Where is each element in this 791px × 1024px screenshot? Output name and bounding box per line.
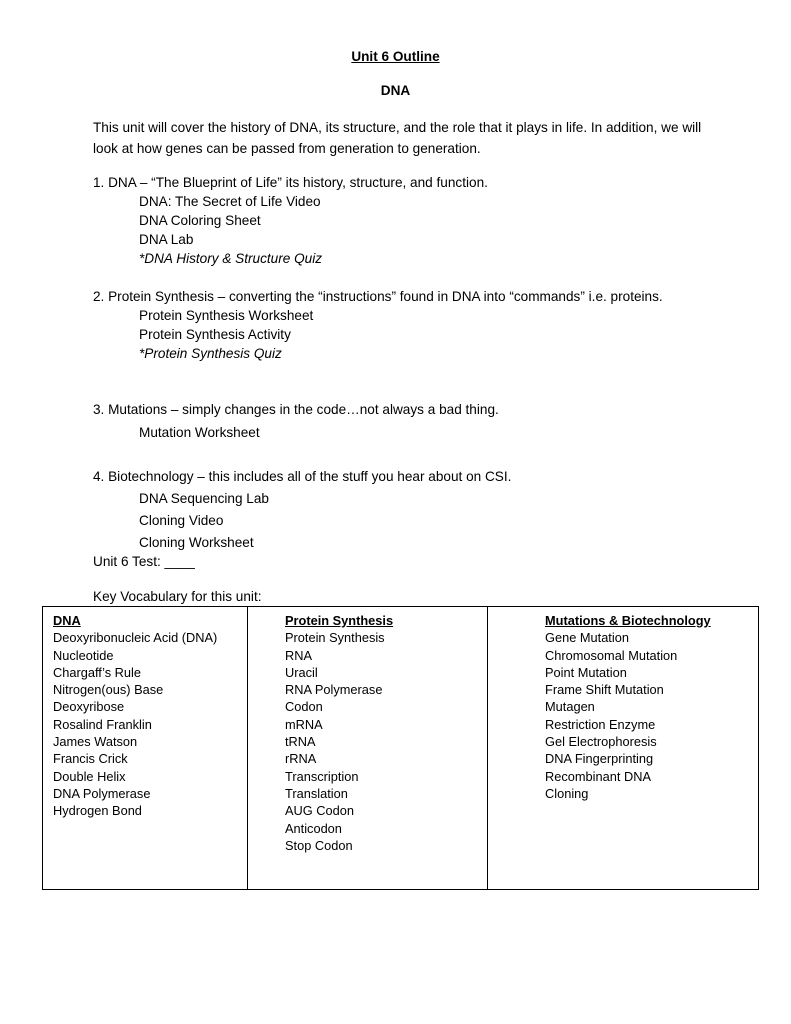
section-biotechnology xyxy=(93,466,733,554)
vocab-item: Recombinant DNA xyxy=(545,768,651,784)
vocab-item: Francis Crick xyxy=(53,751,128,767)
vocab-column-mutations-biotech xyxy=(488,607,759,890)
vocab-item: DNA Polymerase xyxy=(53,785,151,801)
column-header: Protein Synthesis xyxy=(285,613,394,628)
vocab-table xyxy=(42,606,759,890)
section-protein-synthesis xyxy=(93,287,733,363)
vocab-item: Anticodon xyxy=(285,820,342,836)
vocab-item: Mutagen xyxy=(545,699,595,715)
vocab-item: tRNA xyxy=(285,734,316,750)
vocab-title: Key Vocabulary for this unit: xyxy=(93,589,262,604)
vocab-item: mRNA xyxy=(285,716,323,732)
vocab-item: Nucleotide xyxy=(53,647,114,663)
vocab-item: Nitrogen(ous) Base xyxy=(53,682,164,698)
vocab-item: Frame Shift Mutation xyxy=(545,682,664,698)
list-item: DNA Coloring Sheet xyxy=(139,213,261,228)
vocab-item: Stop Codon xyxy=(285,837,353,853)
vocab-item: Translation xyxy=(285,785,348,801)
list-item: DNA Lab xyxy=(139,232,194,247)
list-item: Protein Synthesis Activity xyxy=(139,327,291,342)
list-item: Cloning Worksheet xyxy=(139,535,254,550)
vocab-column-protein-synthesis xyxy=(248,607,488,890)
column-header: Mutations & Biotechnology xyxy=(545,613,711,628)
list-item-quiz: *Protein Synthesis Quiz xyxy=(139,346,282,361)
vocab-item: Double Helix xyxy=(53,768,126,784)
vocab-item: Transcription xyxy=(285,768,359,784)
vocab-item: Codon xyxy=(285,699,323,715)
vocab-item: Chromosomal Mutation xyxy=(545,647,678,663)
list-item: Mutation Worksheet xyxy=(139,425,260,440)
vocab-item: DNA Fingerprinting xyxy=(545,751,654,767)
section-heading: 4. Biotechnology – this includes all of the stuff you hear about on CSI. xyxy=(93,469,512,484)
section-heading: 3. Mutations – simply changes in the code…not always a bad thing. xyxy=(93,402,499,417)
section-heading: 2. Protein Synthesis – converting the “instructions” found in DNA into “commands” i.e. proteins. xyxy=(93,289,663,304)
section-heading: 1. DNA – “The Blueprint of Life” its history, structure, and function. xyxy=(93,175,488,190)
vocab-item: Restriction Enzyme xyxy=(545,716,656,732)
list-item: DNA Sequencing Lab xyxy=(139,491,269,506)
vocab-item: RNA Polymerase xyxy=(285,682,383,698)
page-subtitle: DNA xyxy=(380,83,411,98)
column-header: DNA xyxy=(53,613,81,628)
vocab-item: Rosalind Franklin xyxy=(53,716,152,732)
list-item: Cloning Video xyxy=(139,513,224,528)
vocab-item: Uracil xyxy=(285,664,318,680)
vocab-item: AUG Codon xyxy=(285,803,354,819)
vocab-item: James Watson xyxy=(53,734,138,750)
page-title: Unit 6 Outline xyxy=(351,49,440,64)
vocab-item: Gene Mutation xyxy=(545,630,629,646)
table-row xyxy=(43,607,759,890)
vocab-item: Hydrogen Bond xyxy=(53,803,142,819)
vocab-column-dna xyxy=(43,607,248,890)
list-item-quiz: *DNA History & Structure Quiz xyxy=(139,251,323,266)
intro-paragraph: This unit will cover the history of DNA, its structure, and the role that it plays in life. In addition, we will look at how genes can be passed from generation to generation. xyxy=(93,120,702,156)
section-mutations xyxy=(93,400,733,442)
section-dna xyxy=(93,173,733,268)
vocab-item: Chargaff’s Rule xyxy=(53,664,141,680)
unit-test-line: Unit 6 Test: ____ xyxy=(93,554,195,569)
vocab-item: RNA xyxy=(285,647,313,663)
list-item: DNA: The Secret of Life Video xyxy=(139,194,321,209)
vocab-item: Point Mutation xyxy=(545,664,627,680)
vocab-item: Deoxyribonucleic Acid (DNA) xyxy=(53,630,218,646)
vocab-item: Deoxyribose xyxy=(53,699,125,715)
vocab-item: Cloning xyxy=(545,785,589,801)
vocab-item: Gel Electrophoresis xyxy=(545,734,657,750)
vocab-item: Protein Synthesis xyxy=(285,630,385,646)
list-item: Protein Synthesis Worksheet xyxy=(139,308,314,323)
vocab-item: rRNA xyxy=(285,751,317,767)
